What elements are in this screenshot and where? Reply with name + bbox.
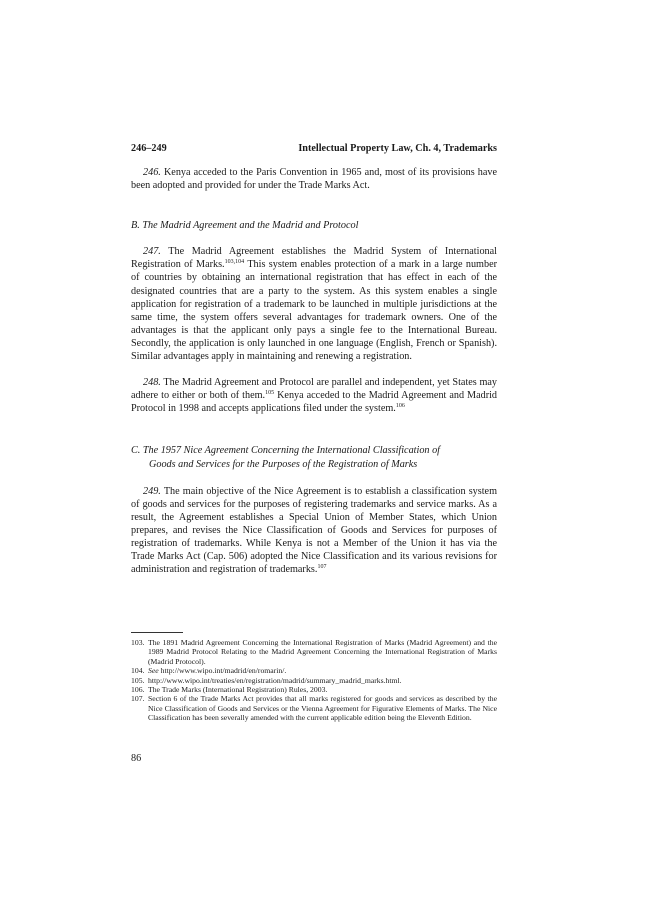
paragraph-246 — [131, 166, 497, 192]
heading-line: Goods and Services for the Purposes of the Registration of Marks — [149, 458, 418, 470]
footnote-ref[interactable]: 105 — [265, 390, 275, 397]
paragraph-text: Kenya acceded to the Paris Convention in 1965 and, most of its provisions have been adopted and provided for under the Trade Marks Act. — [131, 167, 498, 192]
paragraph-text: The main objective of the Nice Agreement is to establish a classification system of goods and services for the purposes of registering trademarks and service marks. As a result, the Agreement establishes a Special Union of Member States, which Union prepares, and revises the Nice Classification of Goods and Services for purposes of registration of trademarks. While Kenya is not a Member of the Union it has via the Trade Marks Act (Cap. 506) adopted the Nice Classification and its various revisions for administration and registration of trademarks. — [131, 485, 498, 576]
footnote-text: Section 6 of the Trade Marks Act provides that all marks registered for goods and services as described by the Nice Classification of Goods and Services or the Vienna Agreement for Figurative Elements of Marks. The Nice Classification has been severally amended with the current applicable edition being the Eleventh Edition. — [148, 694, 497, 723]
footnote-103 — [131, 638, 497, 666]
paragraph-number: 248. — [143, 377, 161, 389]
paragraph-text: This system enables protection of a mark in a large number of countries by obtaining an international registration that has effect in each of the designated countries that are a party to the system. As this system enables a single application for registration of a trademark to be launched in multiple jurisdictions at the same time, the system offers several advantages for trademark owners. One of the advantages is that the applicant only pays a single fee to the International Bureau. Secondly, the application is only launched in one language (English, French or Spanish). Similar advantages apply in maintaining and renewing a registration. — [131, 259, 497, 363]
paragraph-text: The Madrid Agreement establishes the Madrid System of International Registration of Marks. — [131, 246, 497, 271]
paragraph-249 — [131, 485, 497, 577]
footnote-105 — [131, 676, 497, 685]
footnote-ref[interactable]: 106 — [395, 403, 405, 410]
footnote-text: The Trade Marks (International Registration) Rules, 2003. — [148, 685, 328, 695]
footnote-number: 106. — [131, 685, 145, 695]
running-header — [131, 142, 497, 155]
section-heading-c — [131, 444, 497, 470]
footnote-104 — [131, 666, 497, 675]
see-label: See — [148, 666, 159, 676]
heading-line: C. The 1957 Nice Agreement Concerning the International Classification of — [131, 445, 440, 457]
paragraph-248 — [131, 376, 497, 415]
footnote-number: 103. — [131, 638, 145, 647]
footnote-number: 104. — [131, 666, 145, 676]
footnote-ref[interactable]: 103,104 — [224, 259, 245, 266]
header-title: Intellectual Property Law, Ch. 4, Trademarks — [298, 143, 497, 154]
paragraph-number: 246. — [143, 167, 161, 178]
footnote-number: 105. — [131, 675, 145, 685]
footnote-ref[interactable]: 107 — [317, 564, 327, 571]
section-heading-b: B. The Madrid Agreement and the Madrid and Protocol — [131, 220, 359, 232]
paragraph-number: 247. — [143, 246, 161, 258]
footnote-106 — [131, 685, 497, 694]
paragraph-text: The Madrid Agreement and Protocol are parallel and independent, yet States may adhere to either or both of them. — [131, 377, 497, 402]
footnote-text: The 1891 Madrid Agreement Concerning the International Registration of Marks (Madrid Agreement) and the 1989 Madrid Protocol Relating to the Madrid Agreement Concerning the International Registration of Marks (Madrid Protocol). — [148, 638, 497, 666]
footnote-107 — [131, 694, 497, 722]
paragraph-247 — [131, 245, 497, 363]
page-number: 86 — [131, 753, 142, 764]
footnote-rule — [131, 632, 183, 633]
footnote-number: 107. — [131, 694, 145, 704]
footnote-link[interactable]: http://www.wipo.int/treaties/en/registration/madrid/summary_madrid_marks.html. — [148, 675, 402, 685]
footnote-text — [148, 666, 497, 675]
page-body — [131, 142, 497, 576]
header-paragraph-range: 246–249 — [131, 143, 167, 154]
paragraph-text: Kenya acceded to the Madrid Agreement and Madrid Protocol in 1998 and accepts applications filed under the system. — [131, 390, 498, 415]
footnote-link[interactable]: http://www.wipo.int/madrid/en/romarin/. — [160, 666, 287, 676]
footnotes — [131, 638, 497, 723]
paragraph-number: 249. — [143, 485, 161, 497]
